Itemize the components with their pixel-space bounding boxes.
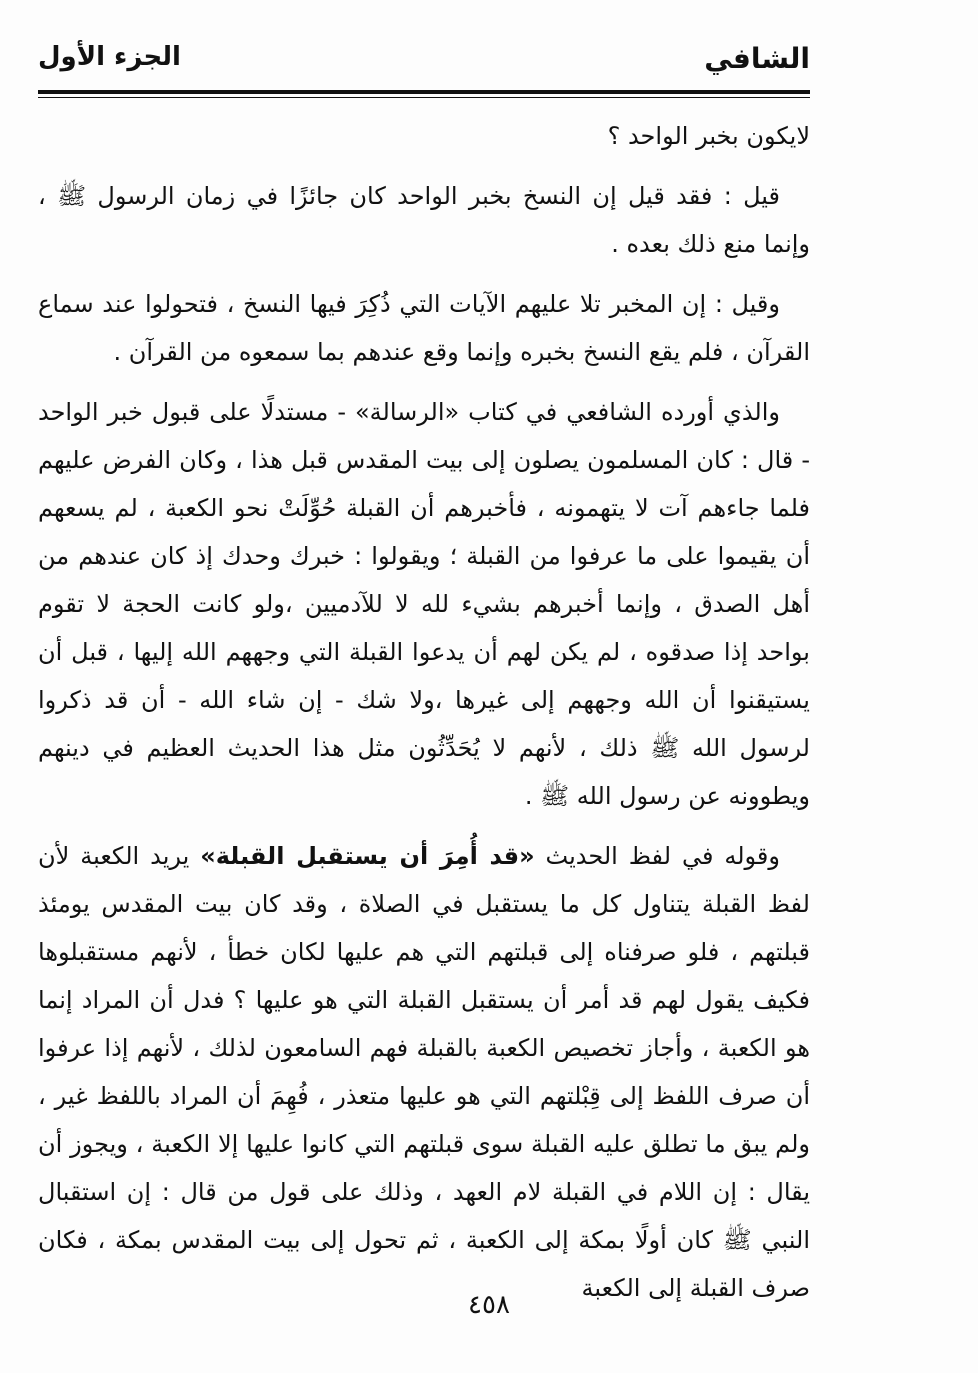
paragraph-5-lead: وقوله في لفظ الحديث	[534, 842, 780, 870]
paragraph-4: والذي أورده الشافعي في كتاب «الرسالة» - مستدلًا على قبول خبر الواحد - قال : كان المسلمون يصلون إلى بيت المقدس قبل هذا ، وكان الفرض عليهم فلما جاءهم آت لا يتهمونه ، فأخبرهم أن القبلة حُوِّلَتْ نحو الكعبة ، لم يسعهم أن يقيموا على ما عرفوا من القبلة ؛ ويقولوا : خبرك وحدك إذ كان عندهم من أهل الصدق ، وإنما أخبرهم بشيء لله لا للآدميين ،ولو كانت الحجة لا تقوم بواحد إذا صدقوه ، لم يكن لهم أن يدعوا القبلة التي وجههم الله إليها ، قبل أن يستيقنوا أن الله وجههم إلى غيرها ،ولا شك - إن شاء الله - أن قد ذكروا لرسول الله ﷺ ذلك ، لأنهم لا يُحَدِّثُون مثل هذا الحديث العظيم في دينهم ويطوونه عن رسول الله ﷺ .	[38, 398, 810, 810]
body-text	[38, 112, 810, 1324]
hadith-quote: «قد أُمِرَ أن يستقبل القبلة»	[200, 842, 535, 870]
paragraph-3: وقيل : إن المخبر تلا عليهم الآيات التي ذُكِرَ فيها النسخ ، فتحولوا عند سماع القرآن ، فلم يقع النسخ بخبره وإنما وقع عندهم بما سمعوه من القرآن .	[38, 290, 810, 366]
paragraph-1: لايكون بخبر الواحد ؟	[607, 122, 810, 150]
header-rule-thick	[38, 90, 810, 94]
running-header	[38, 38, 810, 98]
book-title: الشافي	[704, 42, 810, 75]
volume-label: الجزء الأول	[38, 42, 181, 72]
paragraph-5-rest: يريد الكعبة لأن لفظ القبلة يتناول كل ما يستقبل في الصلاة ، وقد كان بيت المقدس يومئذ قبلتهم ، فلو صرفناه إلى قبلتهم التي هم عليها لكان خطأ ، لأنهم مستقبلوها فكيف يقول لهم قد أمر أن يستقبل القبلة التي هو عليها ؟ فدل أن المراد إنما هو الكعبة ، وأجاز تخصيص الكعبة بالقبلة فهم السامعون لذلك ، لأنهم إذا عرفوا أن صرف اللفظ إلى قِبْلتهم التي هو عليها متعذر ، فُهِمَ أن المراد باللفظ غير ، ولم يبق ما تطلق عليه القبلة سوى قبلتهم التي كانوا عليها إلا الكعبة ، ويجوز أن يقال : إن اللام في القبلة لام العهد ، وذلك على قول من قال : إن استقبال النبي ﷺ كان أولًا بمكة إلى الكعبة ، ثم تحول إلى بيت المقدس بمكة ، فكان صرف القبلة إلى الكعبة	[38, 842, 810, 1302]
paragraph-2: قيل : فقد قيل إن النسخ بخبر الواحد كان جائزًا في زمان الرسول ﷺ ، وإنما منع ذلك بعده .	[38, 182, 810, 258]
paragraph-5	[38, 832, 810, 1312]
header-rule-thin	[38, 97, 810, 98]
page-number: ٤٥٨	[468, 1290, 510, 1320]
